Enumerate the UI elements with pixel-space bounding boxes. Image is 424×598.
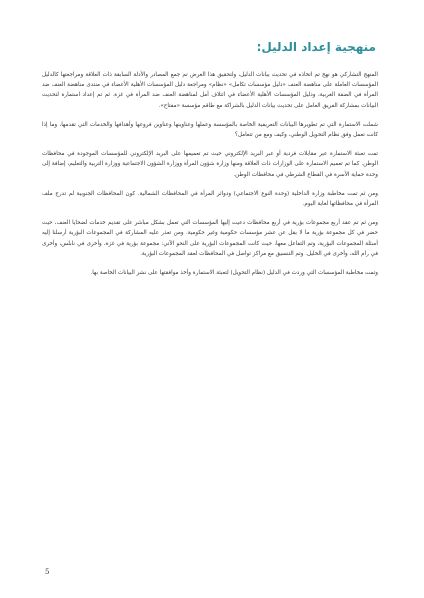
paragraph-participatory-approach: المنهج التشاركي هو نهج تم اتخاذه في تحديث بيانات الدليل، ولتحقيق هذا الغرض تم جمع المصادر والأدلة السابقة ذات العلاقة ومراجعتها كالدليل المؤسسات العاملة على مناهضة العنف «دليل مؤسسات تكامل» «نظام» ومراجعة دليل المؤسسات الأهلية الأعضاء في منتدى مناهضة العنف ضد المرأة في الضفة الغربية، ودليل المؤسسات الأهلية الأعضاء في ائتلاف أمل لمناهضة العنف ضد المرأة في غزة. ثم تم إعداد استمارة لتحديث البيانات بمشاركة الفريق العامل على تحديث بيانات الدليل بالشراكة مع طاقم مؤسسة «مفتاح». — [42, 72, 378, 109]
section-heading: منهجية إعداد الدليل: — [256, 40, 376, 54]
paragraph-referral-institutions: وتمت مخاطبة المؤسسات التي وردت في الدليل (نظام التحويل) لتعبئة الاستمارة وأخذ موافقتها على نشر البيانات الخاصة بها. — [90, 270, 378, 277]
paragraph-focus-groups: ومن ثم تم عقد أربع مجموعات بؤرية في أربع محافظات دعيت إليها المؤسسات التي تعمل بشكل مباشر على تقديم خدمات لضحايا العنف، حيث حضر في كل مجموعة بؤرية ما لا يقل عن عشر مؤسسات حكومية وغير حكومية. ومن تعذر عليه المشاركة في المجموعات البؤرية أرسلنا إليه أسئلة المجموعات البؤرية، وتم التفاعل معها، حيث كانت المجموعات البؤرية على النحو الآتي: مجموعة بؤرية في غزة، وأخرى في نابلس، وأخرى في رام الله، وأخرى في الخليل. وتم التنسيق مع مراكز تواصل في المحافظات لعقد المجموعات البؤرية. — [42, 220, 378, 257]
paragraph-form-distribution: تمت تعبئة الاستمارة عبر مقابلات فردية أو عبر البريد الإلكتروني حيث تم تعميمها على البريد الإلكتروني للمؤسسات الموجودة في محافظات الوطن. كما تم تعميم الاستمارة على الوزارات ذات العلاقة ومنها وزارة شؤون المرأة ووزارة الشؤون الاجتماعية ووزارة التربية والتعليم، إضافة إلى وحدة حماية الأسرة في القطاع الشرطي في محافظات الوطن. — [42, 151, 378, 178]
body-text — [42, 70, 378, 287]
paragraph-ministry-contact: ومن ثم تمت مخاطبة وزارة الداخلية (وحدة النوع الاجتماعي) ودوائر المرأة في المحافظات الشمالية. كون المحافظات الجنوبية لم تدرج ملف المرأة في محافظاتها لغاية اليوم. — [42, 190, 378, 208]
paragraph-form-contents: شملت الاستمارة التي تم تطويرها البيانات التعريفية الخاصة بالمؤسسة وعملها وعناوينها وعناوين فروعها وأهدافها والخدمات التي تقدمها، وما إذا كانت تعمل وفق نظام التحويل الوطني، وكيف ومع من تتعامل؟ — [42, 121, 378, 139]
page-number: 5 — [45, 568, 50, 576]
